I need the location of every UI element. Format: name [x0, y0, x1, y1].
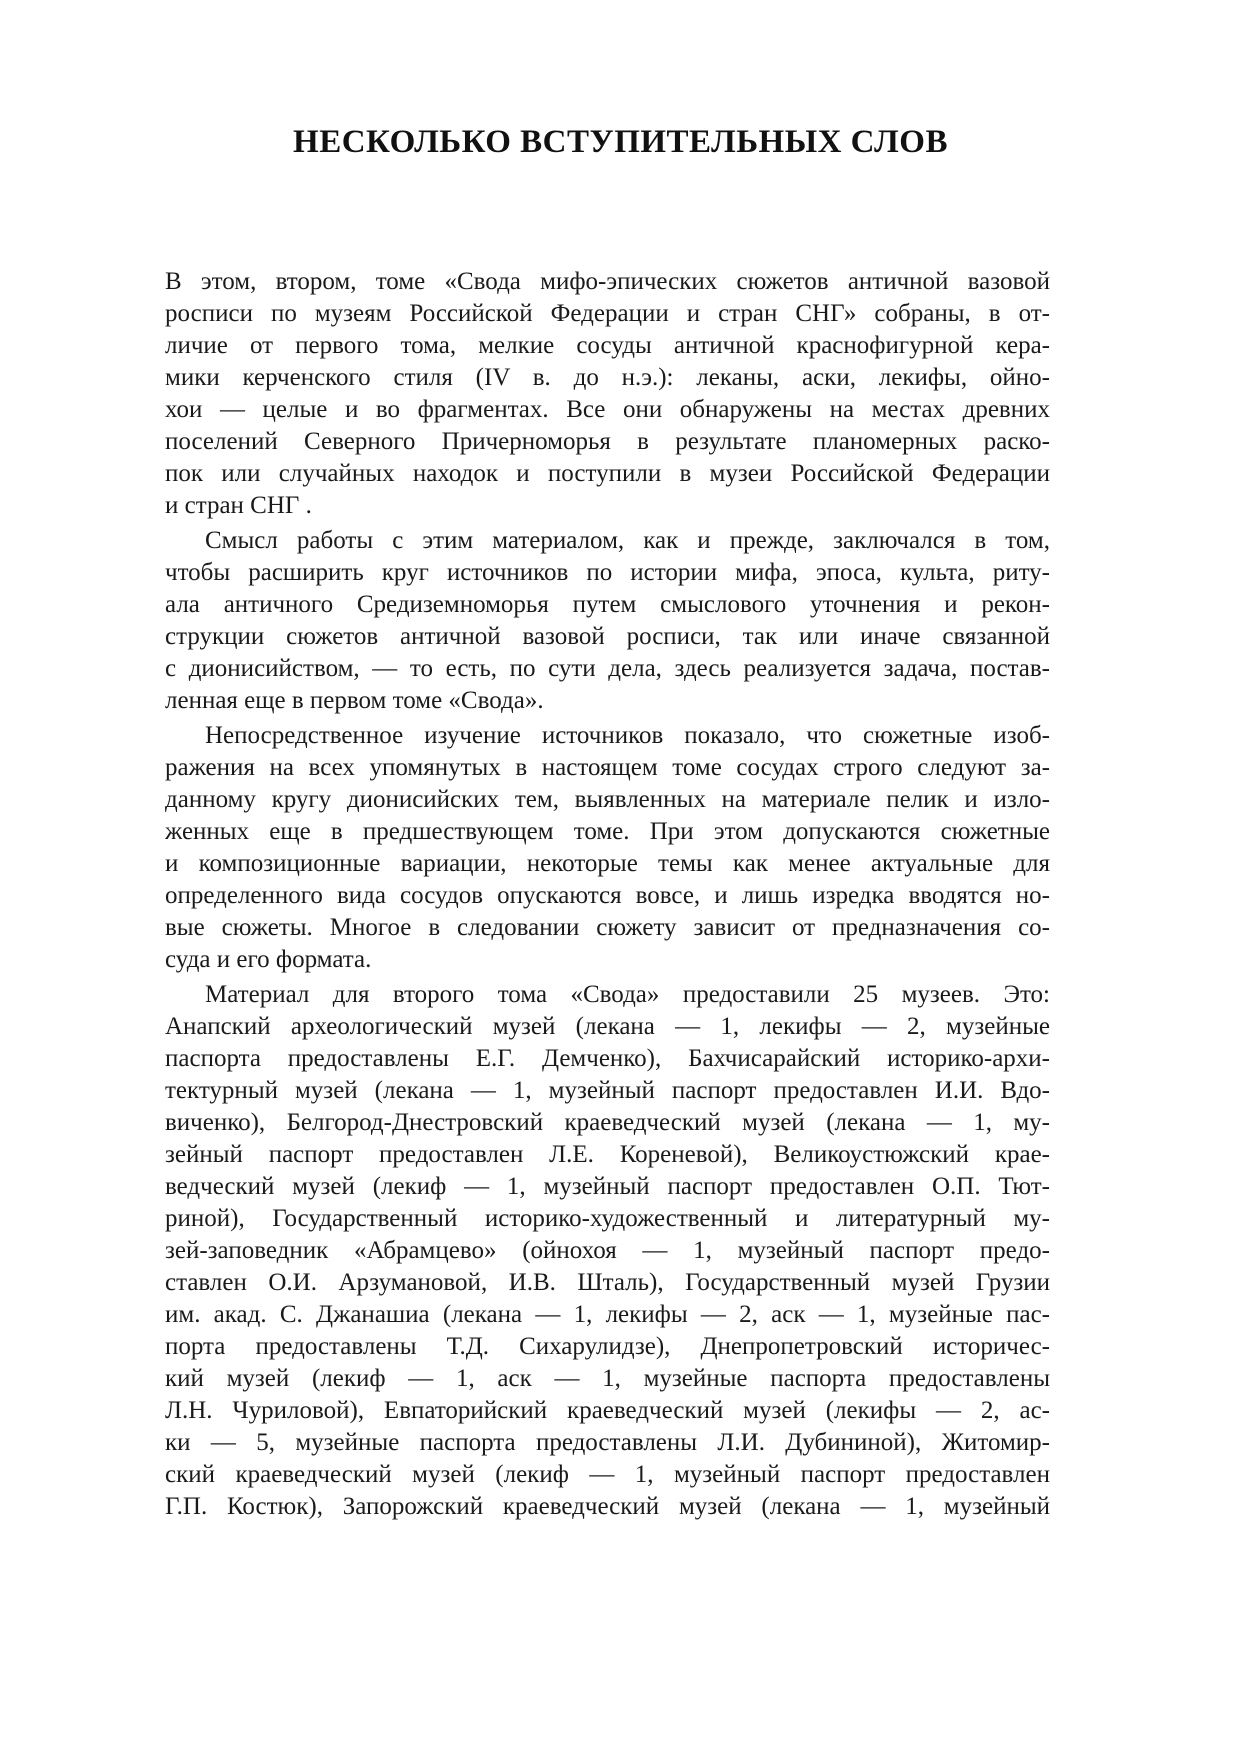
text-line: поселений Северного Причерноморья в результате планомерных раско- [165, 428, 1050, 455]
text-line: личие от первого тома, мелкие сосуды античной краснофигурной кера- [165, 332, 1050, 359]
text-line: тектурный музей (лекана — 1, музейный паспорт предоставлен И.И. Вдо- [165, 1077, 1050, 1104]
text-line: виченко), Белгород-Днестровский краеведческий музей (лекана — 1, му- [165, 1109, 1050, 1136]
text-line: мики керченского стиля (IV в. до н.э.): леканы, аски, лекифы, ойно- [165, 364, 1050, 391]
text-line: ставлен О.И. Арзумановой, И.В. Шталь), Государственный музей Грузии [165, 1269, 1050, 1296]
text-line: чтобы расширить круг источников по истории мифа, эпоса, культа, риту- [165, 559, 1050, 586]
paragraph [165, 266, 1050, 522]
text-line: с дионисийством, — то есть, по сути дела, здесь реализуется задача, постав- [165, 655, 1050, 682]
text-line: В этом, втором, томе «Свода мифо-эпических сюжетов античной вазовой [165, 268, 1050, 295]
text-line: ала античного Средиземноморья путем смыслового уточнения и рекон- [165, 591, 1050, 618]
paragraph [165, 979, 1050, 1523]
text-line: Смысл работы с этим материалом, как и прежде, заключался в том, [205, 527, 1050, 554]
text-line: пок или случайных находок и поступили в музеи Российской Федерации [165, 460, 1050, 487]
text-line: зейный паспорт предоставлен Л.Е. Кореневой), Великоустюжский крае- [165, 1141, 1050, 1168]
text-line: ведческий музей (лекиф — 1, музейный паспорт предоставлен О.П. Тют- [165, 1173, 1050, 1200]
text-line: женных еще в предшествующем томе. При этом допускаются сюжетные [165, 818, 1050, 845]
paragraph [165, 525, 1050, 717]
text-line: Г.П. Костюк), Запорожский краеведческий музей (лекана — 1, музейный [165, 1493, 1050, 1520]
text-line: им. акад. С. Джанашиа (лекана — 1, лекифы — 2, аск — 1, музейные пас- [165, 1301, 1050, 1328]
text-line: ки — 5, музейные паспорта предоставлены Л.И. Дубининой), Житомир- [165, 1429, 1050, 1456]
text-line: Анапский археологический музей (лекана — 1, лекифы — 2, музейные [165, 1013, 1050, 1040]
text-line: паспорта предоставлены Е.Г. Демченко), Бахчисарайский историко-архи- [165, 1045, 1050, 1072]
text-line: порта предоставлены Т.Д. Сихарулидзе), Днепропетровский историчес- [165, 1333, 1050, 1360]
text-line: риной), Государственный историко-художественный и литературный му- [165, 1205, 1050, 1232]
text-line: зей-заповедник «Абрамцево» (ойнохоя — 1, музейный паспорт предо- [165, 1237, 1050, 1264]
text-line: струкции сюжетов античной вазовой росписи, так или иначе связанной [165, 623, 1050, 650]
text-line: и композиционные вариации, некоторые темы как менее актуальные для [165, 850, 1050, 877]
text-line: Материал для второго тома «Свода» предоставили 25 музеев. Это: [205, 981, 1050, 1008]
page-title: НЕСКОЛЬКО ВСТУПИТЕЛЬНЫХ СЛОВ [293, 124, 948, 160]
text-line: и стран СНГ . [165, 492, 312, 519]
text-line: росписи по музеям Российской Федерации и стран СНГ» собраны, в от- [165, 300, 1050, 327]
text-line: ский краеведческий музей (лекиф — 1, музейный паспорт предоставлен [165, 1461, 1050, 1488]
text-line: кий музей (лекиф — 1, аск — 1, музейные паспорта предоставлены [165, 1365, 1050, 1392]
text-line: определенного вида сосудов опускаются вовсе, и лишь изредка вводятся но- [165, 882, 1050, 909]
text-line: Непосредственное изучение источников показало, что сюжетные изоб- [205, 722, 1050, 749]
paragraph [165, 720, 1050, 976]
body-text [165, 266, 1050, 1526]
text-line: вые сюжеты. Многое в следовании сюжету зависит от предназначения со- [165, 914, 1050, 941]
text-line: Л.Н. Чуриловой), Евпаторийский краеведческий музей (лекифы — 2, ас- [165, 1397, 1050, 1424]
text-line: ражения на всех упомянутых в настоящем томе сосудах строго следуют за- [165, 754, 1050, 781]
text-line: данному кругу дионисийских тем, выявленных на материале пелик и изло- [165, 786, 1050, 813]
text-line: хои — целые и во фрагментах. Все они обнаружены на местах древних [165, 396, 1050, 423]
text-line: ленная еще в первом томе «Свода». [165, 687, 544, 714]
text-line: суда и его формата. [165, 946, 372, 973]
